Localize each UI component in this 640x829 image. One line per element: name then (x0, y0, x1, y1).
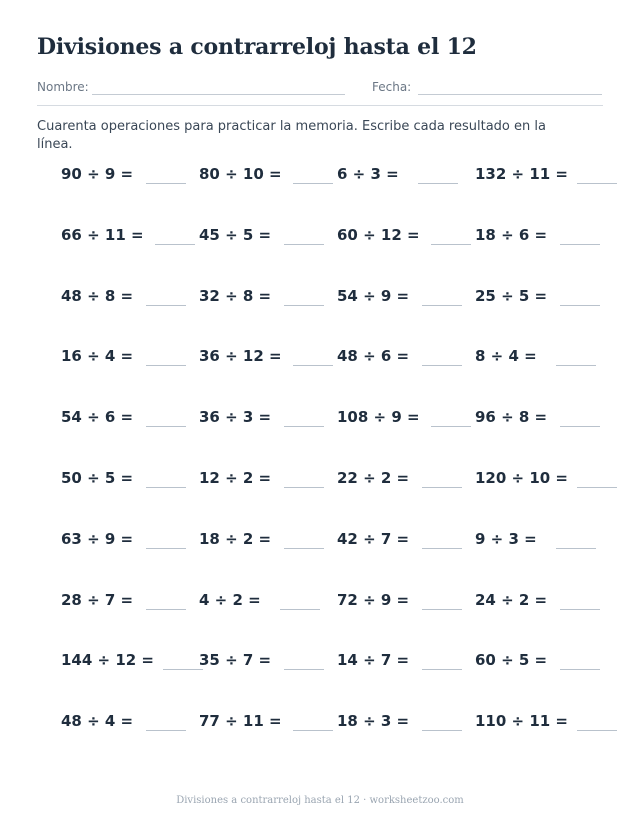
division-problem: 144 ÷ 12 = (61, 651, 154, 670)
division-problem: 48 ÷ 4 = (61, 712, 134, 731)
answer-line[interactable] (146, 609, 186, 610)
answer-line[interactable] (146, 426, 186, 427)
division-problem: 4 ÷ 2 = (199, 590, 261, 609)
answer-line[interactable] (293, 730, 333, 731)
answer-line[interactable] (560, 244, 600, 245)
answer-line[interactable] (284, 669, 324, 670)
answer-line[interactable] (284, 244, 324, 245)
answer-line[interactable] (577, 730, 617, 731)
answer-line[interactable] (146, 487, 186, 488)
answer-line[interactable] (418, 183, 458, 184)
division-problem: 18 ÷ 2 = (199, 529, 272, 548)
answer-line[interactable] (560, 669, 600, 670)
answer-line[interactable] (577, 487, 617, 488)
answer-line[interactable] (284, 487, 324, 488)
instructions: Cuarenta operaciones para practicar la memoria. Escribe cada resultado en la línea. (37, 119, 546, 152)
answer-line[interactable] (146, 730, 186, 731)
division-problem: 120 ÷ 10 = (475, 469, 568, 487)
division-problem: 18 ÷ 6 = (475, 225, 548, 244)
answer-line[interactable] (146, 365, 186, 366)
division-problem: 72 ÷ 9 = (337, 590, 410, 609)
division-problem: 77 ÷ 11 = (199, 712, 282, 731)
footer: Divisiones a contrarreloj hasta el 12 · worksheetzoo.com (176, 795, 464, 806)
answer-line[interactable] (284, 548, 324, 549)
date-field-line[interactable] (418, 94, 602, 95)
division-problem: 42 ÷ 7 = (337, 529, 410, 548)
answer-line[interactable] (560, 305, 600, 306)
answer-line[interactable] (577, 183, 617, 184)
header-divider (37, 105, 603, 106)
answer-line[interactable] (422, 305, 462, 306)
division-problem: 54 ÷ 6 = (61, 408, 134, 427)
division-problem: 28 ÷ 7 = (61, 590, 134, 609)
answer-line[interactable] (556, 548, 596, 549)
division-problem: 54 ÷ 9 = (337, 286, 410, 305)
name-label: Nombre: (37, 80, 89, 94)
division-problem: 66 ÷ 11 = (61, 225, 144, 244)
worksheet-title: Divisiones a contrarreloj hasta el 12 (37, 34, 477, 60)
answer-line[interactable] (422, 487, 462, 488)
division-problem: 22 ÷ 2 = (337, 469, 410, 487)
division-problem: 90 ÷ 9 = (61, 165, 134, 183)
answer-line[interactable] (560, 609, 600, 610)
division-problem: 80 ÷ 10 = (199, 165, 282, 183)
division-problem: 110 ÷ 11 = (475, 712, 568, 731)
division-problem: 8 ÷ 4 = (475, 347, 537, 366)
answer-line[interactable] (422, 609, 462, 610)
answer-line[interactable] (422, 669, 462, 670)
division-problem: 6 ÷ 3 = (337, 165, 399, 183)
answer-line[interactable] (293, 365, 333, 366)
answer-line[interactable] (146, 305, 186, 306)
answer-line[interactable] (560, 426, 600, 427)
division-problem: 32 ÷ 8 = (199, 286, 272, 305)
answer-line[interactable] (422, 730, 462, 731)
name-field-line[interactable] (92, 94, 345, 95)
date-label: Fecha: (372, 80, 412, 94)
division-problem: 36 ÷ 12 = (199, 347, 282, 366)
division-problem: 48 ÷ 8 = (61, 286, 134, 305)
division-problem: 12 ÷ 2 = (199, 469, 272, 487)
division-problem: 36 ÷ 3 = (199, 408, 272, 427)
division-problem: 60 ÷ 12 = (337, 225, 420, 244)
division-problem: 60 ÷ 5 = (475, 651, 548, 670)
division-problem: 132 ÷ 11 = (475, 165, 568, 183)
division-problem: 63 ÷ 9 = (61, 529, 134, 548)
answer-line[interactable] (431, 426, 471, 427)
division-problem: 14 ÷ 7 = (337, 651, 410, 670)
answer-line[interactable] (422, 548, 462, 549)
division-problem: 108 ÷ 9 = (337, 408, 420, 427)
division-problem: 35 ÷ 7 = (199, 651, 272, 670)
division-problem: 50 ÷ 5 = (61, 469, 134, 487)
answer-line[interactable] (280, 609, 320, 610)
division-problem: 25 ÷ 5 = (475, 286, 548, 305)
answer-line[interactable] (556, 365, 596, 366)
division-problem: 45 ÷ 5 = (199, 225, 272, 244)
division-problem: 48 ÷ 6 = (337, 347, 410, 366)
division-problem: 96 ÷ 8 = (475, 408, 548, 427)
answer-line[interactable] (293, 183, 333, 184)
division-problem: 16 ÷ 4 = (61, 347, 134, 366)
answer-line[interactable] (146, 183, 186, 184)
answer-line[interactable] (284, 426, 324, 427)
division-problem: 24 ÷ 2 = (475, 590, 548, 609)
answer-line[interactable] (163, 669, 203, 670)
answer-line[interactable] (431, 244, 471, 245)
answer-line[interactable] (284, 305, 324, 306)
division-problem: 18 ÷ 3 = (337, 712, 410, 731)
answer-line[interactable] (155, 244, 195, 245)
answer-line[interactable] (422, 365, 462, 366)
answer-line[interactable] (146, 548, 186, 549)
division-problem: 9 ÷ 3 = (475, 529, 537, 548)
